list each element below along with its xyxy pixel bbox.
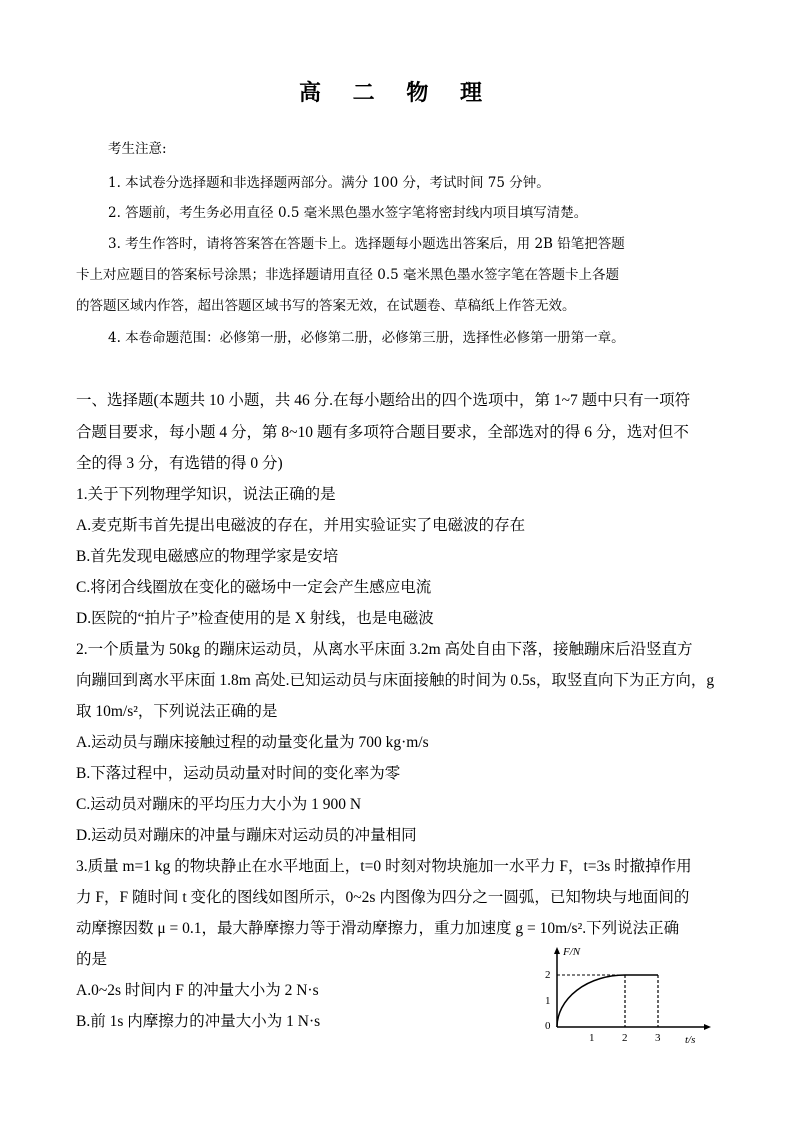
notice-item-1: 1. 本试卷分选择题和非选择题两部分。满分 100 分，考试时间 75 分钟。 (108, 175, 550, 191)
q1-option-a: A.麦克斯韦首先提出电磁波的存在，并用实验证实了电磁波的存在 (76, 517, 526, 534)
q2-option-a: A.运动员与蹦床接触过程的动量变化量为 700 kg·m/s (76, 734, 429, 751)
q1-option-b: B.首先发现电磁感应的物理学家是安培 (76, 548, 339, 565)
y-tick-2: 2 (545, 969, 551, 981)
notice-item-3-cont: 卡上对应题目的答案标号涂黑；非选择题请用直径 0.5 毫米黑色墨水签字笔在答题卡上各题 (76, 267, 620, 283)
q3-stem-cont2: 动摩擦因数 μ = 0.1，最大静摩擦力等于滑动摩擦力，重力加速度 g = 10m/s².下列说法正确 (76, 920, 680, 937)
section-heading-cont: 合题目要求，每小题 4 分，第 8~10 题有多项符合题目要求，全部选对的得 6 分，选对但不 (76, 424, 689, 441)
y-axis-arrow-icon (554, 947, 560, 954)
q2-stem: 2.一个质量为 50kg 的蹦床运动员，从离水平床面 3.2m 高处自由下落，接触蹦床后沿竖直方 (76, 641, 693, 658)
q1-option-c: C.将闭合线圈放在变化的磁场中一定会产生感应电流 (76, 579, 432, 596)
q2-stem-cont: 向蹦回到离水平床面 1.8m 高处.已知运动员与床面接触的时间为 0.5s，取竖直向下为正方向，g (76, 672, 715, 689)
q1-option-d: D.医院的“拍片子”检查使用的是 X 射线，也是电磁波 (76, 610, 434, 627)
x-tick-1: 1 (589, 1032, 595, 1044)
notice-item-2: 2. 答题前，考生务必用直径 0.5 毫米黑色墨水签字笔将密封线内项目填写清楚。 (108, 205, 588, 221)
force-time-graph (535, 945, 715, 1045)
q3-stem: 3.质量 m=1 kg 的物块静止在水平地面上，t=0 时刻对物块施加一水平力 F，t=3s 时撤掉作用 (76, 858, 692, 875)
notice-item-4: 4. 本卷命题范围：必修第一册，必修第二册，必修第三册，选择性必修第一册第一章。 (108, 330, 625, 346)
x-tick-3: 3 (655, 1032, 661, 1044)
notice-item-3: 3. 考生作答时，请将答案答在答题卡上。选择题每小题选出答案后，用 2B 铅笔把答题 (108, 236, 625, 252)
page-title: 高 二 物 理 (299, 80, 494, 106)
q3-stem-cont3: 的是 (76, 951, 108, 968)
q3-stem-cont: 力 F，F 随时间 t 变化的图线如图所示，0~2s 内图像为四分之一圆弧，已知物块与地面间的 (76, 889, 690, 906)
q2-option-b: B.下落过程中，运动员动量对时间的变化率为零 (76, 765, 401, 782)
y-tick-0: 0 (545, 1020, 551, 1032)
q2-option-d: D.运动员对蹦床的冲量与蹦床对运动员的冲量相同 (76, 827, 417, 844)
q1-stem: 1.关于下列物理学知识，说法正确的是 (76, 486, 336, 503)
section-heading: 一、选择题(本题共 10 小题，共 46 分.在每小题给出的四个选项中，第 1~7 题中只有一项符 (76, 392, 691, 409)
y-tick-1: 1 (545, 995, 551, 1007)
q2-option-c: C.运动员对蹦床的平均压力大小为 1 900 N (76, 796, 362, 813)
force-curve-arc (557, 975, 625, 1027)
q3-option-b: B.前 1s 内摩擦力的冲量大小为 1 N·s (76, 1013, 321, 1030)
x-axis-arrow-icon (704, 1024, 711, 1030)
y-axis-label: F/N (563, 946, 581, 958)
q3-option-a: A.0~2s 时间内 F 的冲量大小为 2 N·s (76, 982, 319, 999)
section-heading-cont2: 全的得 3 分，有选错的得 0 分) (76, 455, 283, 472)
q2-stem-cont2: 取 10m/s²，下列说法正确的是 (76, 703, 278, 720)
x-tick-2: 2 (622, 1032, 628, 1044)
notice-item-3-cont2: 的答题区域内作答，超出答题区域书写的答案无效，在试题卷、草稿纸上作答无效。 (76, 298, 576, 314)
x-axis-label: t/s (685, 1034, 696, 1045)
notice-heading: 考生注意: (108, 141, 167, 157)
